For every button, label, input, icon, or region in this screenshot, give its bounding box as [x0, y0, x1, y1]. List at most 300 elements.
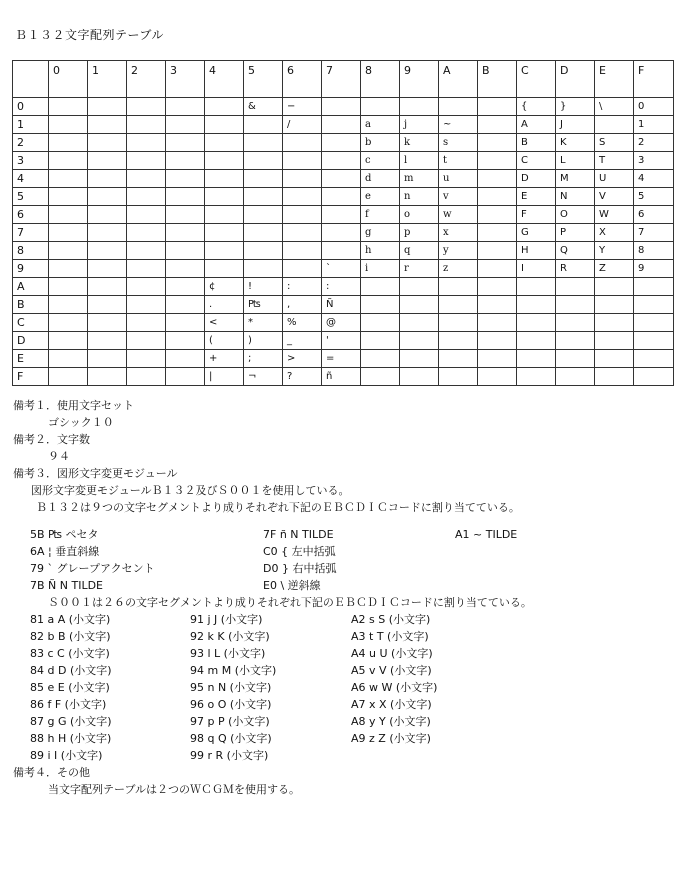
- table-cell: [439, 296, 478, 314]
- table-cell: R: [556, 260, 595, 278]
- table-cell: C: [517, 152, 556, 170]
- table-cell: [127, 368, 166, 386]
- code-entry: D0 } 右中括弧: [263, 562, 337, 575]
- column-header: [13, 61, 49, 98]
- column-header: 4: [205, 61, 244, 98]
- table-cell: [127, 116, 166, 134]
- table-cell: [322, 152, 361, 170]
- table-cell: [88, 242, 127, 260]
- table-cell: [49, 170, 88, 188]
- table-cell: [595, 296, 634, 314]
- table-cell: r: [400, 260, 439, 278]
- table-cell: [166, 332, 205, 350]
- row-header: 0: [13, 98, 49, 116]
- table-cell: U: [595, 170, 634, 188]
- table-row: [13, 206, 674, 224]
- row-header: 8: [13, 242, 49, 260]
- table-cell: [88, 98, 127, 116]
- table-cell: N: [556, 188, 595, 206]
- table-cell: [361, 314, 400, 332]
- code-entry: 87 g G (小文字): [30, 715, 112, 728]
- table-cell: [127, 350, 166, 368]
- table-cell: @: [322, 314, 361, 332]
- table-row: [13, 296, 674, 314]
- table-cell: :: [322, 278, 361, 296]
- table-cell: [49, 278, 88, 296]
- table-row: [13, 350, 674, 368]
- table-cell: [283, 152, 322, 170]
- code-entry: 82 b B (小文字): [30, 630, 111, 643]
- table-cell: [556, 332, 595, 350]
- table-cell: [88, 188, 127, 206]
- column-header: 9: [400, 61, 439, 98]
- table-cell: l: [400, 152, 439, 170]
- table-cell: [478, 224, 517, 242]
- table-row: [13, 242, 674, 260]
- s001-intro: Ｓ００１は２６の文字セグメントより成りそれぞれ下記のＥＢＣＤＩＣコードに割り当てている。: [48, 596, 532, 609]
- row-header: 1: [13, 116, 49, 134]
- column-header: 6: [283, 61, 322, 98]
- table-cell: *: [244, 314, 283, 332]
- s001-code-list: [13, 611, 678, 764]
- table-cell: [49, 350, 88, 368]
- table-cell: [127, 206, 166, 224]
- table-cell: [361, 350, 400, 368]
- table-cell: [322, 206, 361, 224]
- table-cell: [166, 260, 205, 278]
- table-cell: V: [595, 188, 634, 206]
- table-cell: T: [595, 152, 634, 170]
- table-cell: [478, 368, 517, 386]
- table-cell: y: [439, 242, 478, 260]
- code-entry: 85 e E (小文字): [30, 681, 110, 694]
- table-cell: [283, 206, 322, 224]
- code-entry: 96 o O (小文字): [190, 698, 272, 711]
- table-cell: \: [595, 98, 634, 116]
- table-cell: [595, 278, 634, 296]
- table-cell: [439, 314, 478, 332]
- table-cell: [361, 332, 400, 350]
- table-cell: E: [517, 188, 556, 206]
- code-entry: 81 a A (小文字): [30, 613, 111, 626]
- table-cell: [244, 206, 283, 224]
- table-row: [13, 170, 674, 188]
- table-cell: [49, 224, 88, 242]
- table-cell: {: [517, 98, 556, 116]
- table-cell: [556, 350, 595, 368]
- table-cell: [127, 314, 166, 332]
- table-cell: [166, 350, 205, 368]
- table-cell: [88, 224, 127, 242]
- code-row: [13, 628, 678, 645]
- table-cell: [88, 350, 127, 368]
- table-cell: e: [361, 188, 400, 206]
- code-entry: 7F ñ N TILDE: [263, 528, 334, 541]
- table-cell: [166, 152, 205, 170]
- table-cell: [478, 188, 517, 206]
- table-cell: [166, 170, 205, 188]
- table-cell: [244, 224, 283, 242]
- code-row: [13, 543, 678, 560]
- note-1-title: 備考１．使用文字セット: [13, 399, 134, 412]
- code-entry: A6 w W (小文字): [351, 681, 438, 694]
- table-cell: [88, 206, 127, 224]
- table-cell: [244, 152, 283, 170]
- table-cell: [283, 170, 322, 188]
- table-cell: [400, 314, 439, 332]
- table-row: [13, 260, 674, 278]
- table-row: [13, 116, 674, 134]
- table-cell: [88, 368, 127, 386]
- table-cell: [49, 206, 88, 224]
- table-cell: (: [205, 332, 244, 350]
- table-cell: o: [400, 206, 439, 224]
- column-header: 1: [88, 61, 127, 98]
- row-header: 5: [13, 188, 49, 206]
- table-cell: }: [556, 98, 595, 116]
- table-cell: [478, 152, 517, 170]
- table-row: [13, 368, 674, 386]
- code-entry: 5B ₧ ペセタ: [30, 528, 99, 541]
- code-entry: 89 i I (小文字): [30, 749, 103, 762]
- table-cell: d: [361, 170, 400, 188]
- table-cell: t: [439, 152, 478, 170]
- code-entry: 94 m M (小文字): [190, 664, 277, 677]
- table-cell: n: [400, 188, 439, 206]
- table-cell: +: [205, 350, 244, 368]
- column-header: B: [478, 61, 517, 98]
- table-cell: <: [205, 314, 244, 332]
- table-cell: [361, 368, 400, 386]
- row-header: C: [13, 314, 49, 332]
- table-cell: I: [517, 260, 556, 278]
- table-cell: [49, 242, 88, 260]
- code-row: [13, 696, 678, 713]
- table-cell: [127, 170, 166, 188]
- table-cell: [244, 170, 283, 188]
- table-cell: [49, 152, 88, 170]
- table-cell: [556, 278, 595, 296]
- table-cell: [127, 188, 166, 206]
- table-cell: g: [361, 224, 400, 242]
- table-cell: [400, 296, 439, 314]
- table-cell: `: [322, 260, 361, 278]
- table-cell: [166, 98, 205, 116]
- table-cell: H: [517, 242, 556, 260]
- code-entry: 99 r R (小文字): [190, 749, 269, 762]
- table-cell: 8: [634, 242, 674, 260]
- table-cell: L: [556, 152, 595, 170]
- table-cell: [322, 134, 361, 152]
- table-cell: [322, 188, 361, 206]
- table-cell: [49, 332, 88, 350]
- code-entry: A5 v V (小文字): [351, 664, 432, 677]
- table-cell: [49, 314, 88, 332]
- note-2-body: ９４: [48, 450, 70, 463]
- table-cell: 3: [634, 152, 674, 170]
- table-cell: [166, 368, 205, 386]
- table-cell: [634, 296, 674, 314]
- table-cell: s: [439, 134, 478, 152]
- code-entry: A8 y Y (小文字): [351, 715, 431, 728]
- row-header: F: [13, 368, 49, 386]
- table-cell: [166, 314, 205, 332]
- table-cell: [127, 278, 166, 296]
- code-row: [13, 747, 678, 764]
- code-entry: A7 x X (小文字): [351, 698, 432, 711]
- row-header: B: [13, 296, 49, 314]
- table-cell: [283, 188, 322, 206]
- column-header: 7: [322, 61, 361, 98]
- table-cell: [595, 368, 634, 386]
- table-cell: [166, 224, 205, 242]
- table-cell: ,: [283, 296, 322, 314]
- column-header: E: [595, 61, 634, 98]
- table-cell: [322, 170, 361, 188]
- table-cell: [88, 116, 127, 134]
- table-row: [13, 188, 674, 206]
- table-cell: [595, 350, 634, 368]
- table-cell: q: [400, 242, 439, 260]
- table-cell: j: [400, 116, 439, 134]
- table-cell: v: [439, 188, 478, 206]
- table-cell: [244, 260, 283, 278]
- table-cell: [88, 278, 127, 296]
- table-cell: w: [439, 206, 478, 224]
- column-header: A: [439, 61, 478, 98]
- table-cell: k: [400, 134, 439, 152]
- table-cell: [205, 188, 244, 206]
- table-row: [13, 278, 674, 296]
- column-header: 0: [49, 61, 88, 98]
- code-entry: 88 h H (小文字): [30, 732, 112, 745]
- table-cell: [127, 152, 166, 170]
- column-header: 5: [244, 61, 283, 98]
- code-entry: 79 ` グレープアクセント: [30, 562, 155, 575]
- table-cell: [634, 278, 674, 296]
- table-cell: 0: [634, 98, 674, 116]
- table-cell: J: [556, 116, 595, 134]
- table-cell: [478, 260, 517, 278]
- table-cell: [88, 332, 127, 350]
- row-header: 9: [13, 260, 49, 278]
- code-row: [13, 526, 678, 543]
- table-cell: [205, 98, 244, 116]
- code-entry: 92 k K (小文字): [190, 630, 270, 643]
- table-cell: [322, 98, 361, 116]
- table-cell: B: [517, 134, 556, 152]
- table-cell: [361, 98, 400, 116]
- table-row: [13, 152, 674, 170]
- code-entry: A9 z Z (小文字): [351, 732, 431, 745]
- code-entry: A1 ~ TILDE: [455, 528, 518, 541]
- note-3-body-2: Ｂ１３２は９つの文字セグメントより成りそれぞれ下記のＥＢＣＤＩＣコードに割り当てている。: [36, 501, 520, 514]
- table-cell: [322, 116, 361, 134]
- table-cell: [634, 314, 674, 332]
- table-cell: [244, 242, 283, 260]
- header-row: [13, 61, 674, 98]
- code-entry: 86 f F (小文字): [30, 698, 107, 711]
- table-cell: [127, 260, 166, 278]
- table-cell: [283, 260, 322, 278]
- code-entry: A3 t T (小文字): [351, 630, 429, 643]
- table-cell: ?: [283, 368, 322, 386]
- code-row: [13, 611, 678, 628]
- table-cell: ¢: [205, 278, 244, 296]
- table-cell: [400, 350, 439, 368]
- code-entry: 91 j J (小文字): [190, 613, 263, 626]
- table-cell: [517, 350, 556, 368]
- table-row: [13, 332, 674, 350]
- table-cell: [127, 224, 166, 242]
- table-cell: [127, 242, 166, 260]
- note-1-body: ゴシック１０: [48, 416, 114, 429]
- table-row: [13, 134, 674, 152]
- table-cell: Q: [556, 242, 595, 260]
- table-cell: [166, 116, 205, 134]
- column-header: C: [517, 61, 556, 98]
- table-cell: [478, 350, 517, 368]
- table-cell: u: [439, 170, 478, 188]
- code-entry: A2 s S (小文字): [351, 613, 431, 626]
- table-cell: [517, 332, 556, 350]
- table-cell: [478, 98, 517, 116]
- column-header: D: [556, 61, 595, 98]
- table-cell: _: [283, 332, 322, 350]
- code-row: [13, 560, 678, 577]
- table-cell: [88, 314, 127, 332]
- table-cell: i: [361, 260, 400, 278]
- table-cell: f: [361, 206, 400, 224]
- note-4-title: 備考４．その他: [13, 766, 90, 779]
- table-cell: [634, 368, 674, 386]
- table-cell: [244, 134, 283, 152]
- table-cell: ¬: [244, 368, 283, 386]
- table-cell: m: [400, 170, 439, 188]
- page-title: Ｂ１３２文字配列テーブル: [15, 28, 164, 42]
- column-header: 3: [166, 61, 205, 98]
- code-entry: 93 l L (小文字): [190, 647, 266, 660]
- table-cell: [127, 296, 166, 314]
- code-entry: 6A ¦ 垂直斜線: [30, 545, 100, 558]
- table-cell: [205, 152, 244, 170]
- table-cell: [283, 134, 322, 152]
- table-cell: [400, 98, 439, 116]
- table-cell: [205, 224, 244, 242]
- table-cell: [595, 116, 634, 134]
- table-cell: [478, 278, 517, 296]
- code-row: [13, 730, 678, 747]
- table-row: [13, 98, 674, 116]
- table-cell: [49, 260, 88, 278]
- table-cell: 1: [634, 116, 674, 134]
- table-cell: [556, 368, 595, 386]
- code-entry: 7B Ñ N TILDE: [30, 579, 104, 592]
- table-cell: [439, 368, 478, 386]
- note-3-title: 備考３．図形文字変更モジュール: [13, 467, 178, 480]
- row-header: 3: [13, 152, 49, 170]
- table-cell: x: [439, 224, 478, 242]
- table-row: [13, 224, 674, 242]
- table-cell: [634, 350, 674, 368]
- code-entry: 83 c C (小文字): [30, 647, 110, 660]
- table-cell: [283, 224, 322, 242]
- table-cell: [127, 134, 166, 152]
- table-cell: 7: [634, 224, 674, 242]
- table-cell: [478, 314, 517, 332]
- table-cell: [166, 188, 205, 206]
- table-cell: Ñ: [322, 296, 361, 314]
- table-cell: .: [205, 296, 244, 314]
- table-cell: [205, 242, 244, 260]
- code-entry: 95 n N (小文字): [190, 681, 272, 694]
- table-cell: ;: [244, 350, 283, 368]
- table-cell: [88, 260, 127, 278]
- table-cell: [88, 152, 127, 170]
- table-cell: &: [244, 98, 283, 116]
- table-cell: [166, 242, 205, 260]
- column-header: F: [634, 61, 674, 98]
- row-header: 4: [13, 170, 49, 188]
- b132-code-list: [13, 526, 678, 594]
- table-cell: [478, 206, 517, 224]
- table-cell: [244, 188, 283, 206]
- table-cell: [400, 332, 439, 350]
- table-cell: [439, 332, 478, 350]
- table-cell: %: [283, 314, 322, 332]
- table-cell: [127, 332, 166, 350]
- table-cell: [439, 278, 478, 296]
- table-cell: c: [361, 152, 400, 170]
- code-row: [13, 577, 678, 594]
- table-cell: [166, 278, 205, 296]
- table-cell: [283, 242, 322, 260]
- table-cell: [49, 134, 88, 152]
- table-cell: [205, 134, 244, 152]
- table-cell: [517, 368, 556, 386]
- table-cell: Z: [595, 260, 634, 278]
- table-cell: A: [517, 116, 556, 134]
- table-cell: X: [595, 224, 634, 242]
- table-cell: −: [283, 98, 322, 116]
- table-cell: [49, 188, 88, 206]
- note-3-body-1: 図形文字変更モジュールＢ１３２及びＳ００１を使用している。: [31, 484, 350, 497]
- table-cell: [517, 296, 556, 314]
- code-row: [13, 662, 678, 679]
- table-cell: 2: [634, 134, 674, 152]
- note-2-title: 備考２．文字数: [13, 433, 90, 446]
- table-cell: [166, 296, 205, 314]
- code-row: [13, 679, 678, 696]
- column-header: 8: [361, 61, 400, 98]
- table-cell: ): [244, 332, 283, 350]
- table-cell: M: [556, 170, 595, 188]
- table-cell: b: [361, 134, 400, 152]
- table-cell: !: [244, 278, 283, 296]
- table-cell: [244, 116, 283, 134]
- table-cell: W: [595, 206, 634, 224]
- table-cell: K: [556, 134, 595, 152]
- notes-section: [13, 397, 678, 798]
- code-entry: C0 { 左中括弧: [263, 545, 336, 558]
- table-cell: [478, 296, 517, 314]
- table-cell: [478, 116, 517, 134]
- table-cell: [205, 260, 244, 278]
- table-cell: [478, 134, 517, 152]
- table-cell: [439, 350, 478, 368]
- table-cell: [322, 224, 361, 242]
- table-cell: [205, 116, 244, 134]
